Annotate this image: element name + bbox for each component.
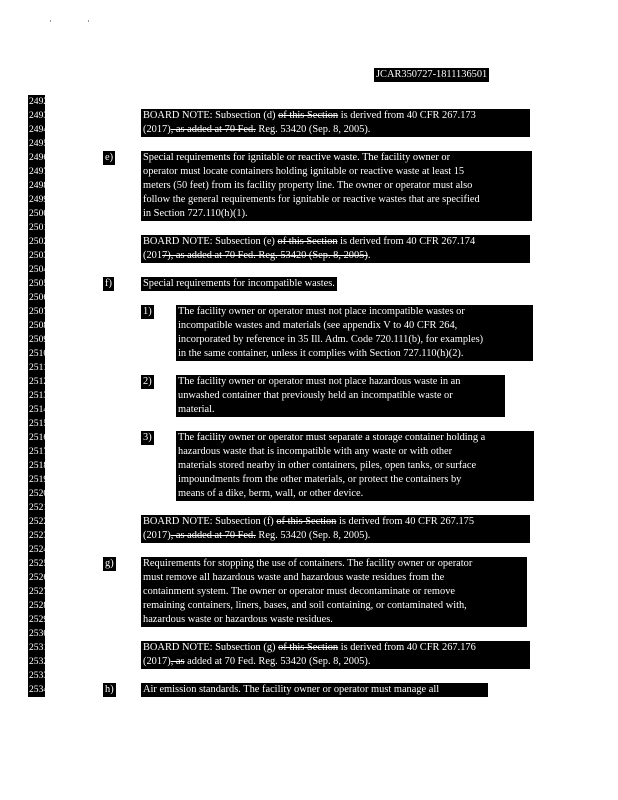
item-marker-e: e) [105,152,114,163]
line-number: 2515 [29,418,49,429]
line-number: 2507 [29,306,49,317]
line-number: 2499 [29,194,49,205]
line-number: 2519 [29,474,49,485]
line-number: 2529 [29,614,49,625]
board-note-g: BOARD NOTE: Subsection (g) of this Section is derived from 40 CFR 267.176 (2017), as added at 70 Fed. Reg. 53420 (Sep. 8, 2005). [141,641,530,669]
line-number: 2528 [29,600,49,611]
item-f1-text: The facility owner or operator must not place incompatible wastes or incompatible wastes and materials (see appendix V to 40 CFR 264, incorporated by reference in 35 Ill. Adm. Code 720.111(b), for examples) in the same container, unless it complies with Section 727.110(h)(2). [176,305,533,361]
line-number: 2523 [29,530,49,541]
line-number: 2492 [29,96,49,107]
line-number: 2495 [29,138,49,149]
line-number: 2506 [29,292,49,303]
document-id: JCAR350727-1811136501 [376,69,488,80]
line-number: 2526 [29,572,49,583]
line-number: 2520 [29,488,49,499]
item-f-heading: Special requirements for incompatible wastes. [143,278,335,289]
item-e-text: Special requirements for ignitable or reactive waste. The facility owner or operator must locate containers holding ignitable or reactive waste at least 15 meters (50 feet) from its facility property line. The owner or operator must also follow the general requirements for ignitable or reactive wastes that are specified in Section 727.110(h)(1). [141,151,532,221]
line-number: 2530 [29,628,49,639]
item-marker-h: h) [105,684,114,695]
board-note-d: BOARD NOTE: Subsection (d) of this Section is derived from 40 CFR 267.173 (2017), as added at 70 Fed. Reg. 53420 (Sep. 8, 2005). [141,109,530,137]
line-number: 2524 [29,544,49,555]
line-number: 2501 [29,222,49,233]
line-number: 2534 [29,684,49,695]
line-number: 2494 [29,124,49,135]
line-number: 2510 [29,348,49,359]
line-number: 2493 [29,110,49,121]
line-number: 2527 [29,586,49,597]
line-number: 2498 [29,180,49,191]
line-number: 2514 [29,404,49,415]
line-number: 2502 [29,236,49,247]
line-number: 2503 [29,250,49,261]
line-number: 2509 [29,334,49,345]
line-number: 2518 [29,460,49,471]
scan-speck [88,20,89,22]
line-number: 2508 [29,320,49,331]
board-note-f: BOARD NOTE: Subsection (f) of this Section is derived from 40 CFR 267.175 (2017), as added at 70 Fed. Reg. 53420 (Sep. 8, 2005). [141,515,530,543]
line-number: 2532 [29,656,49,667]
line-number: 2496 [29,152,49,163]
line-number: 2512 [29,376,49,387]
item-marker-f: f) [105,278,112,289]
item-h-text: Air emission standards. The facility owner or operator must manage all [141,683,488,697]
line-number: 2521 [29,502,49,513]
line-number: 2522 [29,516,49,527]
item-f2-text: The facility owner or operator must not place hazardous waste in an unwashed container that previously held an incompatible waste or material. [176,375,505,417]
item-marker-f3: 3) [143,432,152,443]
line-number: 2511 [29,362,48,373]
line-number: 2533 [29,670,49,681]
item-marker-f2: 2) [143,376,152,387]
item-marker-g: g) [105,558,114,569]
item-g-text: Requirements for stopping the use of containers. The facility owner or operator must remove all hazardous waste and hazardous waste residues from the containment system. The owner or operator must decontaminate or remove remaining containers, liners, bases, and soil containing, or contaminated with, hazardous waste or hazardous waste residues. [141,557,527,627]
line-number: 2504 [29,264,49,275]
line-number: 2531 [29,642,49,653]
line-number: 2516 [29,432,49,443]
line-number: 2505 [29,278,49,289]
board-note-e: BOARD NOTE: Subsection (e) of this Section is derived from 40 CFR 267.174 (2017), as added at 70 Fed. Reg. 53420 (Sep. 8, 2005). [141,235,530,263]
line-number: 2500 [29,208,49,219]
line-number: 2497 [29,166,49,177]
line-number: 2513 [29,390,49,401]
item-marker-f1: 1) [143,306,152,317]
item-f3-text: The facility owner or operator must separate a storage container holding a hazardous waste that is incompatible with any waste or with other materials stored nearby in other containers, piles, open tanks, or surface impoundments from the other materials, or protect the containers by means of a dike, berm, wall, or other device. [176,431,534,501]
line-number: 2525 [29,558,49,569]
line-number: 2517 [29,446,49,457]
scan-speck [50,20,51,22]
